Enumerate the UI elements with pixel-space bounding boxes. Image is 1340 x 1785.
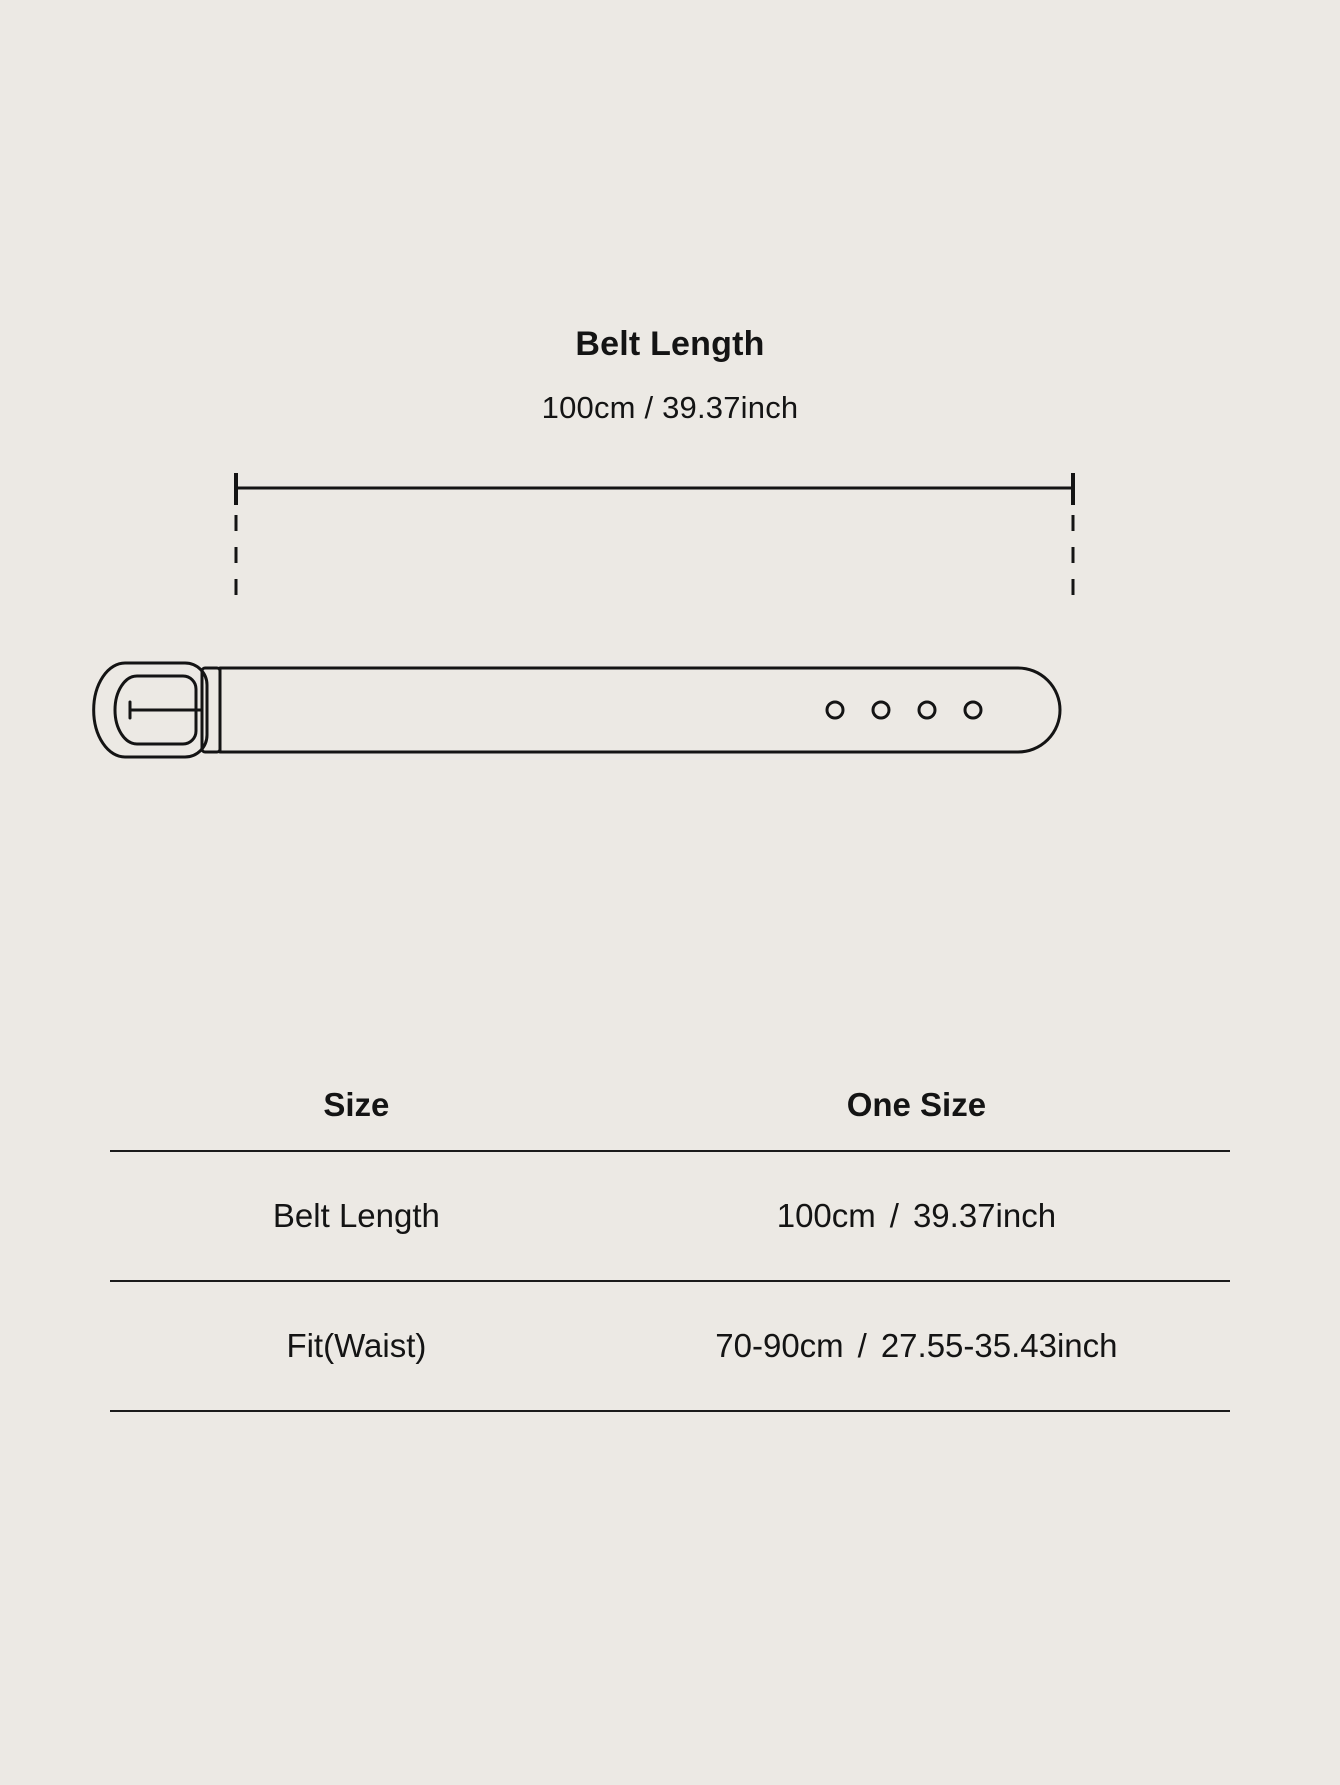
value-imperial: 27.55-35.43inch bbox=[880, 1327, 1118, 1364]
belt-illustration bbox=[90, 640, 1210, 780]
table-row bbox=[110, 1152, 1230, 1280]
value-metric: 70-90cm bbox=[715, 1327, 844, 1364]
size-table bbox=[110, 1060, 1230, 1412]
table-header-onesize: One Size bbox=[846, 1086, 987, 1123]
row-value-fit-waist bbox=[603, 1282, 1230, 1410]
table-row bbox=[110, 1282, 1230, 1410]
row-label-belt-length: Belt Length bbox=[272, 1197, 440, 1234]
row-label-fit-waist: Fit(Waist) bbox=[286, 1327, 427, 1364]
value-metric: 100cm bbox=[776, 1197, 876, 1234]
row-value-belt-length bbox=[603, 1152, 1230, 1280]
value-imperial: 39.37inch bbox=[912, 1197, 1057, 1234]
diagram-measurement-label: 100cm / 39.37inch bbox=[541, 390, 799, 425]
value-separator: / bbox=[857, 1327, 867, 1364]
table-header-size: Size bbox=[323, 1086, 390, 1123]
value-separator: / bbox=[889, 1197, 899, 1234]
diagram-title: Belt Length bbox=[575, 325, 765, 363]
table-header-row bbox=[110, 1060, 1230, 1150]
table-divider bbox=[110, 1410, 1230, 1412]
dimension-line-graphic bbox=[90, 455, 1210, 655]
